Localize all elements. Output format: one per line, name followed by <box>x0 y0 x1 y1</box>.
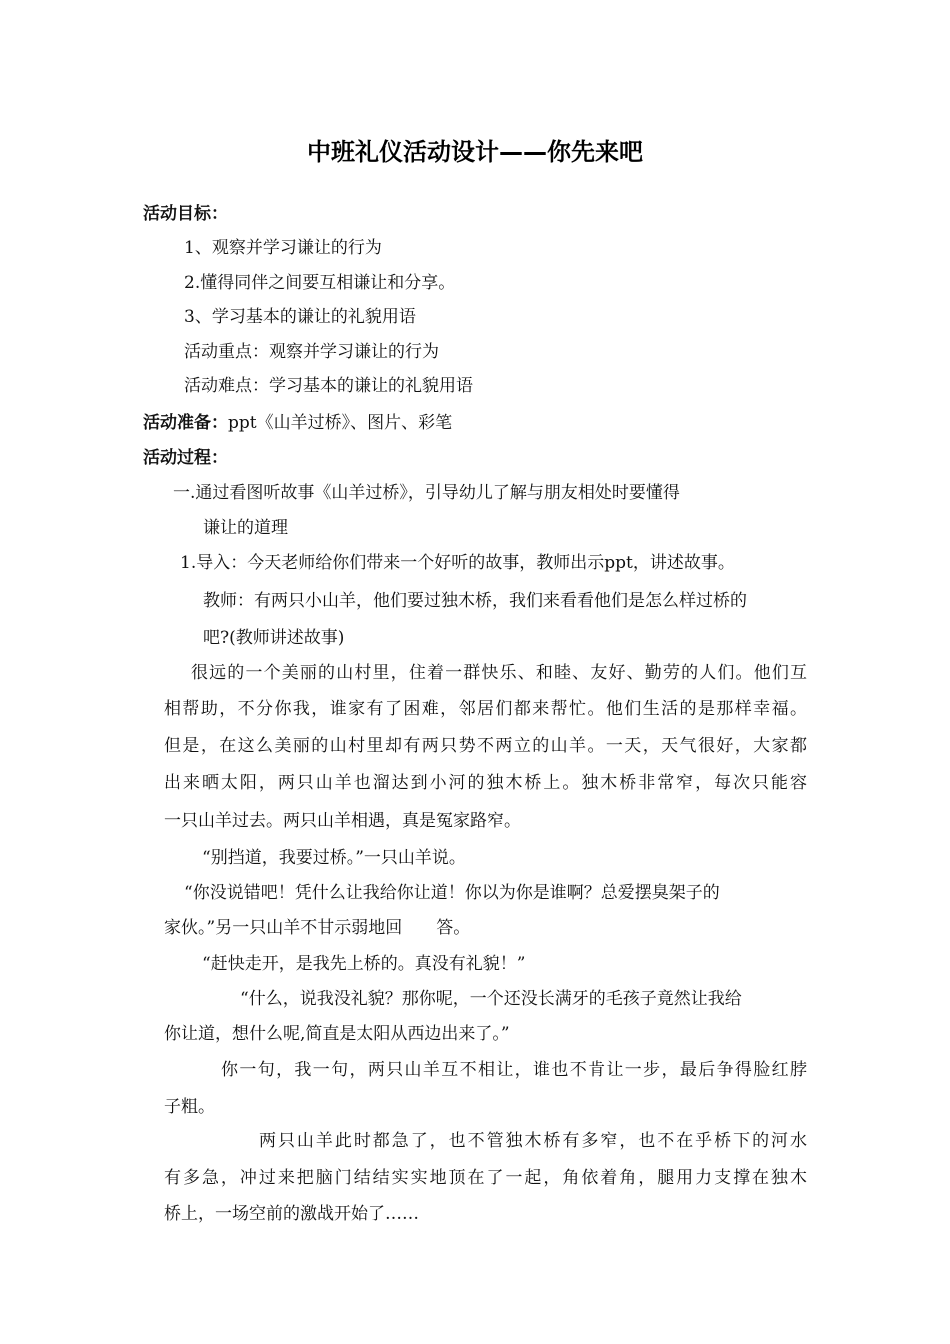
story-line: 但是，在这么美丽的山村里却有两只势不两立的山羊。一天，天气很好，大家都 <box>164 736 807 756</box>
key-point: 活动重点：观察并学习谦让的行为 <box>184 342 439 362</box>
document-title: 中班礼仪活动设计——你先来吧 <box>307 138 643 166</box>
story-line: 一只山羊过去。两只山羊相遇，真是冤家路窄。 <box>164 811 521 831</box>
process-section-heading: 一.通过看图听故事《山羊过桥》，引导幼儿了解与朋友相处时要懂得 <box>173 483 680 503</box>
story-line: 桥上，一场空前的激战开始了…… <box>164 1204 419 1224</box>
objective-item: 1、观察并学习谦让的行为 <box>184 238 382 258</box>
process-step-teacher: 教师：有两只小山羊，他们要过独木桥，我们来看看他们是怎么样过桥的 <box>203 591 747 611</box>
story-line: 你一句，我一句，两只山羊互不相让，谁也不肯让一步，最后争得脸红脖 <box>221 1060 807 1080</box>
story-line: 出来晒太阳，两只山羊也溜达到小河的独木桥上。独木桥非常窄，每次只能容 <box>164 773 807 793</box>
story-quote-cont: 家伙。”另一只山羊不甘示弱地回 答。 <box>164 918 471 938</box>
story-quote: “赶快走开，是我先上桥的。真没有礼貌！” <box>202 954 526 974</box>
process-step-teacher-cont: 吧?(教师讲述故事) <box>203 628 345 648</box>
objectives-heading: 活动目标： <box>143 204 228 224</box>
story-quote: “别挡道，我要过桥。”一只山羊说。 <box>202 848 466 868</box>
story-line: 子粗。 <box>164 1097 215 1117</box>
story-quote: “什么，说我没礼貌？那你呢，一个还没长满牙的毛孩子竟然让我给 <box>240 989 742 1009</box>
process-heading: 活动过程： <box>143 448 228 468</box>
story-line: 很远的一个美丽的山村里，住着一群快乐、和睦、友好、勤劳的人们。他们互 <box>191 663 807 683</box>
objective-item: 2.懂得同伴之间要互相谦让和分享。 <box>184 273 456 293</box>
difficulty-point: 活动难点：学习基本的谦让的礼貌用语 <box>184 376 473 396</box>
objective-item: 3、学习基本的谦让的礼貌用语 <box>184 307 416 327</box>
story-quote: “你没说错吧！凭什么让我给你让道！你以为你是谁啊？总爱摆臭架子的 <box>184 883 720 903</box>
story-line: 相帮助，不分你我，谁家有了困难，邻居们都来帮忙。他们生活的是那样幸福。 <box>164 699 807 719</box>
story-line: 两只山羊此时都急了，也不管独木桥有多窄，也不在乎桥下的河水 <box>259 1131 807 1151</box>
process-step-intro: 1.导入：今天老师给你们带来一个好听的故事，教师出示ppt，讲述故事。 <box>180 553 735 573</box>
preparation-text: ppt《山羊过桥》、图片、彩笔 <box>228 413 453 433</box>
story-line: 有多急，冲过来把脑门结结实实地顶在了一起，角依着角，腿用力支撑在独木 <box>164 1168 807 1188</box>
preparation-label: 活动准备： <box>143 413 228 433</box>
process-section-heading-cont: 谦让的道理 <box>203 518 288 538</box>
preparation-line <box>143 412 452 434</box>
story-quote-cont: 你让道，想什么呢,简直是太阳从西边出来了。” <box>164 1024 510 1044</box>
